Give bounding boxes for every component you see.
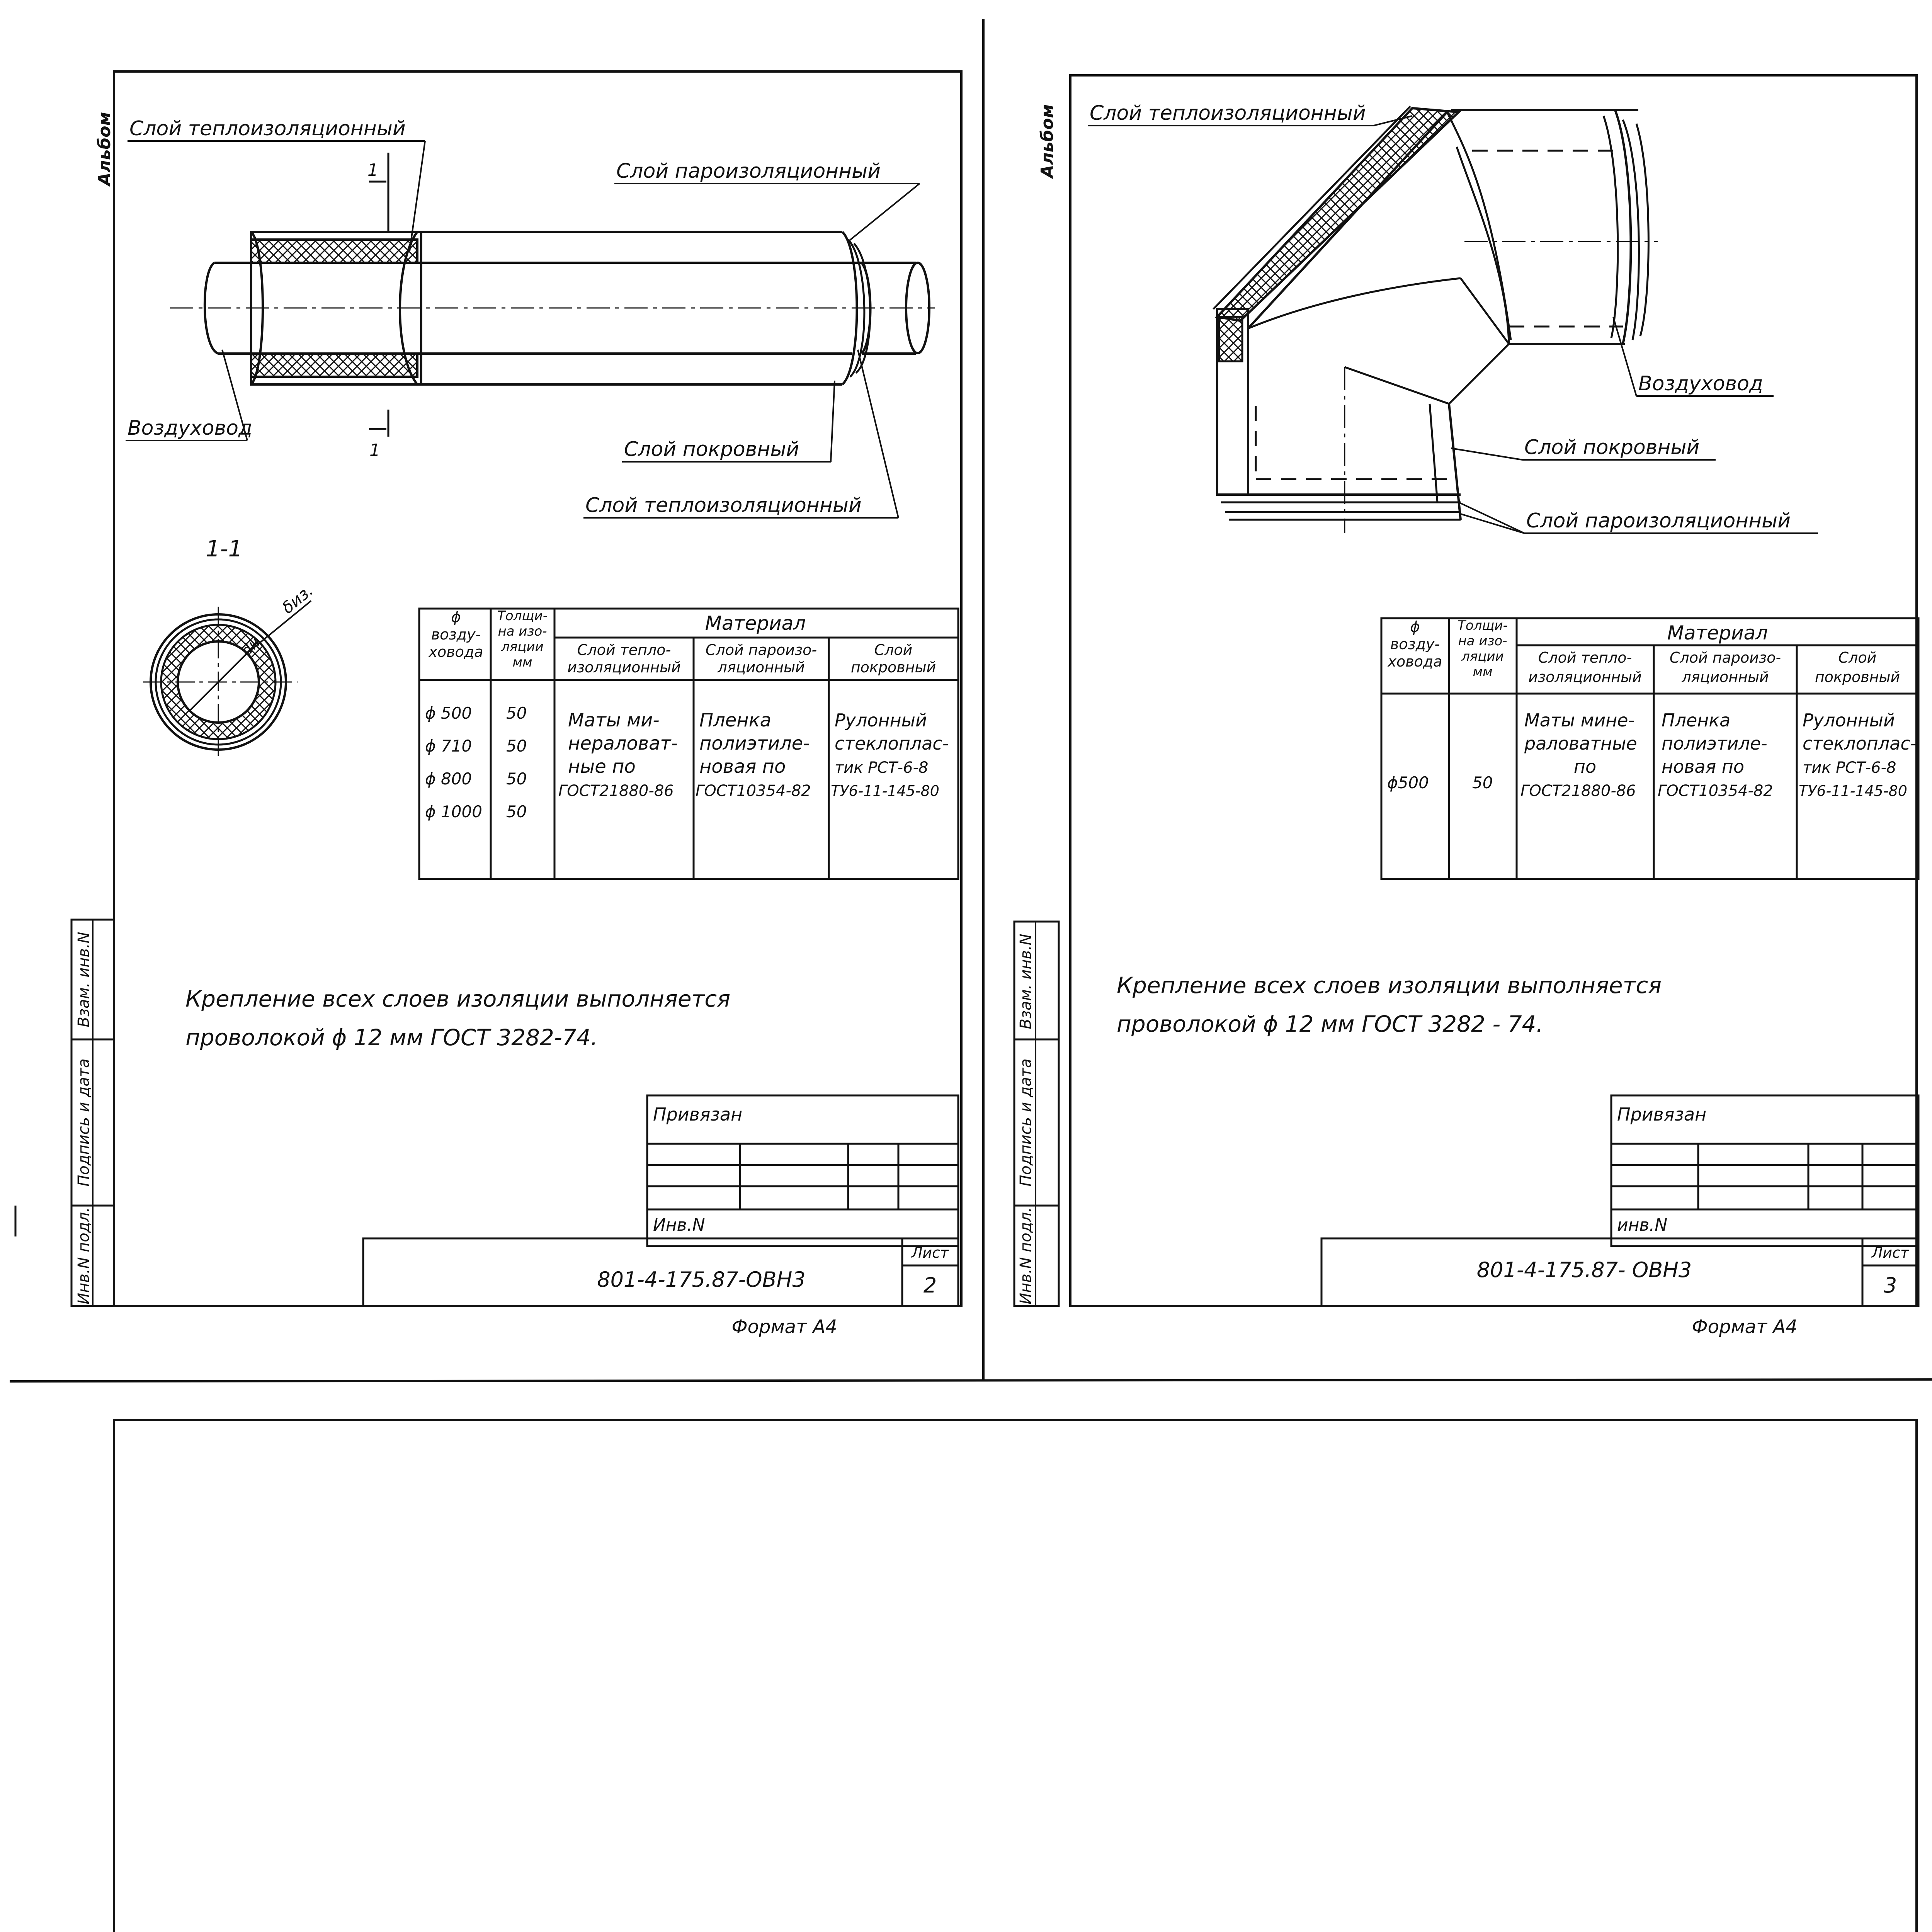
insulation-dim: δиз. — [278, 581, 317, 617]
th-thickness: ляции — [1461, 649, 1504, 664]
cell-cover-material: тик РСТ-6-8 — [835, 759, 929, 777]
cell-cover-material: стеклоплас- — [835, 733, 949, 754]
side-stamp — [1014, 922, 1059, 1306]
tb-sheet-label: Лист — [911, 1244, 949, 1261]
tb-bound: Привязан — [1617, 1104, 1707, 1125]
cell-thickness: 50 — [506, 802, 527, 821]
bottom-frame — [92, 1420, 1932, 1932]
th-thickness: Толщи- — [1458, 618, 1508, 633]
cell-diameter: ϕ 710 — [425, 736, 472, 755]
th-thermal: Слой тепло- — [577, 641, 671, 658]
stamp-inv-replace: Взам. инв.N — [1017, 934, 1035, 1029]
th-material: Материал — [1667, 622, 1768, 644]
empty-frame — [114, 1420, 1917, 1932]
album-label: Альбом — [1037, 104, 1057, 178]
th-vapor: Слой пароизо- — [1669, 649, 1781, 666]
fastening-note: проволокой ϕ 12 мм ГОСТ 3282-74. — [185, 1024, 598, 1051]
cell-thermal-material: нераловат- — [568, 733, 678, 754]
th-thickness: мм — [1473, 664, 1493, 680]
th-diameter: возду- — [1390, 636, 1440, 653]
section-1-1 — [143, 536, 316, 757]
material-table — [1381, 618, 1918, 879]
cell-vapor-material: Пленка — [699, 709, 772, 731]
cell-diameter: ϕ500 — [1387, 773, 1429, 792]
stamp-inv-orig: Инв.N подл. — [1017, 1207, 1035, 1304]
fastening-note: Крепление всех слоев изоляции выполняется — [1117, 972, 1662, 998]
cell-vapor-material: полиэтиле- — [699, 733, 810, 754]
section-mark-bottom: 1 — [369, 440, 380, 460]
stamp-signature-date: Подпись и дата — [1017, 1058, 1035, 1187]
th-material: Материал — [705, 612, 806, 634]
side-stamp — [71, 920, 114, 1306]
cell-diameter: ϕ 500 — [425, 704, 472, 723]
cell-cover-material: Рулонный — [835, 710, 927, 731]
th-diameter: ϕ — [451, 609, 461, 626]
callout-duct: Воздуховод — [128, 417, 252, 440]
cell-thickness: 50 — [506, 769, 527, 788]
th-thermal: изоляционный — [567, 659, 681, 676]
th-thermal: Слой тепло- — [1538, 649, 1632, 666]
th-cover: покровный — [850, 659, 936, 676]
callout-vapor-layer: Слой пароизоляционный — [616, 160, 881, 183]
title-block — [363, 1095, 958, 1306]
right-frame — [1070, 75, 1917, 1306]
callout-vapor-layer: Слой пароизоляционный — [1526, 509, 1791, 532]
cell-vapor-material: полиэтиле- — [1662, 733, 1767, 754]
th-diameter: ϕ — [1410, 618, 1420, 635]
th-diameter: ховода — [429, 643, 483, 660]
cell-thermal-material: ГОСТ21880-86 — [1520, 782, 1636, 800]
cell-thermal-material: раловатные — [1524, 733, 1637, 754]
callout-thermal-layer: Слой теплоизоляционный — [1090, 102, 1366, 125]
album-label: Альбом — [95, 112, 114, 186]
cell-cover-material: ТУ6-11-145-80 — [831, 782, 939, 799]
cell-vapor-material: ГОСТ10354-82 — [1658, 782, 1773, 800]
cell-thickness: 50 — [506, 704, 527, 723]
cell-vapor-material: новая по — [699, 756, 786, 777]
cell-thermal-material: ГОСТ21880-86 — [558, 782, 674, 800]
cell-cover-material: ТУ6-11-145-80 — [1799, 782, 1907, 799]
cell-thermal-material: Маты мине- — [1524, 710, 1635, 731]
callout-cover-layer: Слой покровный — [1524, 436, 1700, 459]
th-thickness: Толщи- — [497, 608, 548, 624]
callouts — [1088, 102, 1818, 533]
th-cover: покровный — [1815, 668, 1900, 685]
tb-inv-no: инв.N — [1617, 1215, 1668, 1235]
cell-diameter: ϕ 800 — [425, 769, 472, 788]
th-diameter: возду- — [431, 626, 481, 643]
th-vapor: ляционный — [718, 659, 805, 676]
cell-cover-material: стеклоплас- — [1803, 733, 1917, 754]
tb-sheet-no: 3 — [1883, 1273, 1897, 1298]
th-vapor: ляционный — [1682, 668, 1769, 685]
diameter-dim: dн — [238, 634, 263, 660]
th-thickness: на изо- — [498, 624, 547, 639]
fastening-note: проволокой ϕ 12 мм ГОСТ 3282 - 74. — [1117, 1011, 1543, 1037]
th-thickness: ляции — [501, 639, 544, 655]
material-table — [419, 608, 958, 879]
tb-sheet-no: 2 — [923, 1273, 937, 1298]
th-thickness: мм — [512, 655, 532, 670]
tb-sheet-label: Лист — [1871, 1244, 1909, 1261]
cell-thermal-material: Маты ми- — [568, 709, 660, 731]
th-thickness: на изо- — [1458, 633, 1507, 649]
callout-duct: Воздуховод — [1638, 372, 1763, 395]
section-mark-top: 1 — [367, 160, 378, 180]
stamp-inv-orig: Инв.N подл. — [75, 1207, 93, 1304]
th-vapor: Слой пароизо- — [705, 641, 817, 658]
cell-vapor-material: новая по — [1662, 756, 1745, 777]
left-sheet — [71, 71, 961, 1338]
elbow-duct-drawing — [1213, 106, 1658, 533]
tb-code: 801-4-175.87- ОВН3 — [1476, 1258, 1692, 1282]
th-cover: Слой — [874, 641, 913, 658]
cell-thickness: 50 — [1472, 773, 1493, 792]
callout-thermal-layer-top: Слой теплоизоляционный — [129, 117, 406, 140]
cell-thickness: 50 — [506, 736, 527, 755]
title-block — [1321, 1095, 1918, 1306]
stamp-signature-date: Подпись и дата — [75, 1058, 93, 1187]
straight-duct-drawing — [170, 153, 935, 460]
left-frame — [114, 71, 961, 1306]
stamp-inv-replace: Взам. инв.N — [75, 932, 93, 1027]
format-label: Формат А4 — [1692, 1316, 1798, 1338]
right-sheet — [1014, 75, 1918, 1338]
th-cover: Слой — [1838, 649, 1877, 666]
sheet-dividers — [10, 19, 1932, 1381]
cell-diameter: ϕ 1000 — [425, 802, 482, 821]
cell-cover-material: тик РСТ-6-8 — [1803, 759, 1896, 777]
cell-vapor-material: ГОСТ10354-82 — [696, 782, 811, 800]
callouts — [126, 117, 920, 518]
tb-inv-no: Инв.N — [653, 1215, 705, 1235]
format-label: Формат А4 — [731, 1316, 837, 1338]
section-title: 1-1 — [206, 536, 243, 562]
th-thermal: изоляционный — [1528, 668, 1642, 685]
tb-bound: Привязан — [653, 1104, 743, 1125]
th-diameter: ховода — [1388, 653, 1442, 670]
callout-cover-layer: Слой покровный — [624, 438, 799, 461]
cell-vapor-material: Пленка — [1662, 710, 1731, 731]
cell-thermal-material: ные по — [568, 756, 636, 777]
callout-thermal-layer-bottom: Слой теплоизоляционный — [585, 494, 862, 517]
cell-cover-material: Рулонный — [1803, 710, 1895, 731]
fastening-note: Крепление всех слоев изоляции выполняется — [185, 986, 731, 1012]
cell-thermal-material: по — [1573, 756, 1597, 777]
tb-code: 801-4-175.87-ОВН3 — [597, 1267, 806, 1292]
